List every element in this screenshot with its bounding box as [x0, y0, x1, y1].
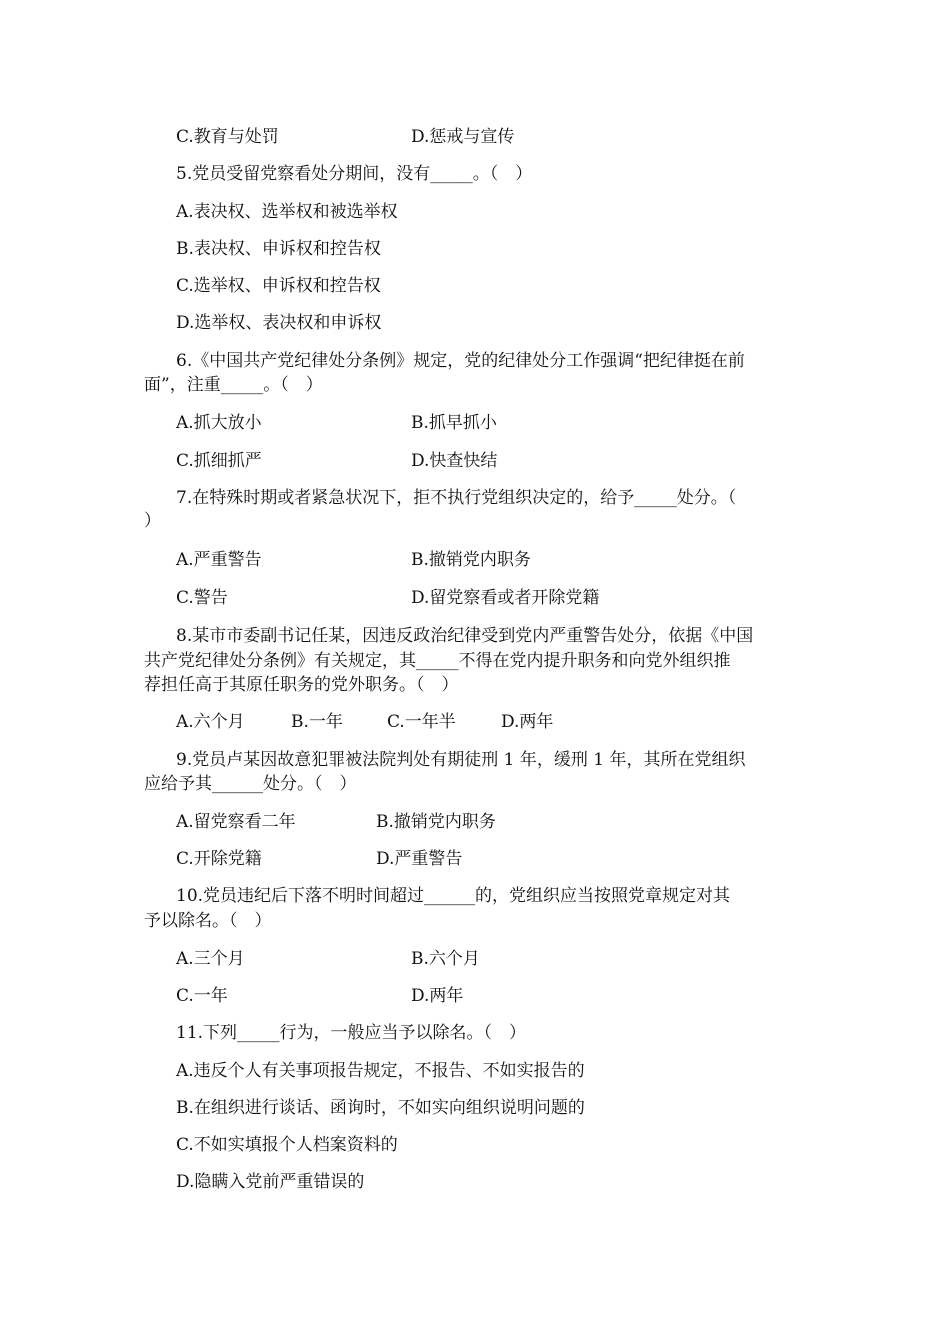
q8-stem-line2: 共产党纪律处分条例》有关规定，其_____不得在党内提升职务和向党外组织推	[144, 651, 731, 671]
q10-option-d: D.两年	[411, 986, 464, 1006]
q9-stem-line1: 9.党员卢某因故意犯罪被法院判处有期徒刑 1 年，缓刑 1 年，其所在党组织	[176, 750, 746, 770]
q9-option-c: C.开除党籍	[176, 849, 262, 869]
q7-option-a: A.严重警告	[176, 550, 262, 570]
q7-stem-line1: 7.在特殊时期或者紧急状况下，拒不执行党组织决定的，给予_____处分。（	[176, 488, 737, 508]
q7-option-b: B.撤销党内职务	[411, 550, 531, 570]
q10-option-c: C.一年	[176, 986, 228, 1006]
q11-option-d: D.隐瞒入党前严重错误的	[176, 1172, 365, 1192]
q11-option-b: B.在组织进行谈话、函询时，不如实向组织说明问题的	[176, 1098, 585, 1118]
q6-stem-line2: 面”，注重_____。（ ）	[144, 375, 323, 395]
q4-option-c: C.教育与处罚	[176, 127, 279, 147]
q10-stem-line1: 10.党员违纪后下落不明时间超过______的，党组织应当按照党章规定对其	[176, 886, 731, 906]
q8-option-a: A.六个月	[176, 712, 245, 732]
q7-option-d: D.留党察看或者开除党籍	[411, 588, 600, 608]
q5-stem: 5.党员受留党察看处分期间，没有_____。（ ）	[176, 164, 533, 184]
q10-stem-line2: 予以除名。（ ）	[144, 911, 272, 931]
q9-stem-line2: 应给予其______处分。（ ）	[144, 774, 357, 794]
q8-option-d: D.两年	[501, 712, 554, 732]
q8-stem-line3: 荐担任高于其原任职务的党外职务。（ ）	[144, 675, 459, 695]
q6-stem-line1: 6.《中国共产党纪律处分条例》规定，党的纪律处分工作强调“把纪律挺在前	[176, 351, 745, 371]
q11-option-c: C.不如实填报个人档案资料的	[176, 1135, 398, 1155]
q8-option-b: B.一年	[291, 712, 343, 732]
q5-option-b: B.表决权、申诉权和控告权	[176, 239, 381, 259]
q5-option-d: D.选举权、表决权和申诉权	[176, 313, 382, 333]
q9-option-a: A.留党察看二年	[176, 812, 296, 832]
q5-option-a: A.表决权、选举权和被选举权	[176, 202, 398, 222]
q6-option-b: B.抓早抓小	[411, 413, 497, 433]
q8-stem-line1: 8.某市市委副书记任某，因违反政治纪律受到党内严重警告处分，依据《中国	[176, 626, 754, 646]
q11-option-a: A.违反个人有关事项报告规定，不报告、不如实报告的	[176, 1061, 585, 1081]
q4-option-d: D.惩戒与宣传	[411, 127, 515, 147]
q7-stem-line2: ）	[144, 511, 161, 531]
q8-option-c: C.一年半	[387, 712, 456, 732]
q6-option-d: D.快查快结	[411, 451, 498, 471]
q6-option-c: C.抓细抓严	[176, 451, 262, 471]
q5-option-c: C.选举权、申诉权和控告权	[176, 276, 381, 296]
q9-option-d: D.严重警告	[376, 849, 463, 869]
q10-option-b: B.六个月	[411, 949, 480, 969]
q10-option-a: A.三个月	[176, 949, 245, 969]
q7-option-c: C.警告	[176, 588, 228, 608]
q9-option-b: B.撤销党内职务	[376, 812, 496, 832]
q6-option-a: A.抓大放小	[176, 413, 262, 433]
q11-stem: 11.下列_____行为，一般应当予以除名。（ ）	[176, 1023, 527, 1043]
